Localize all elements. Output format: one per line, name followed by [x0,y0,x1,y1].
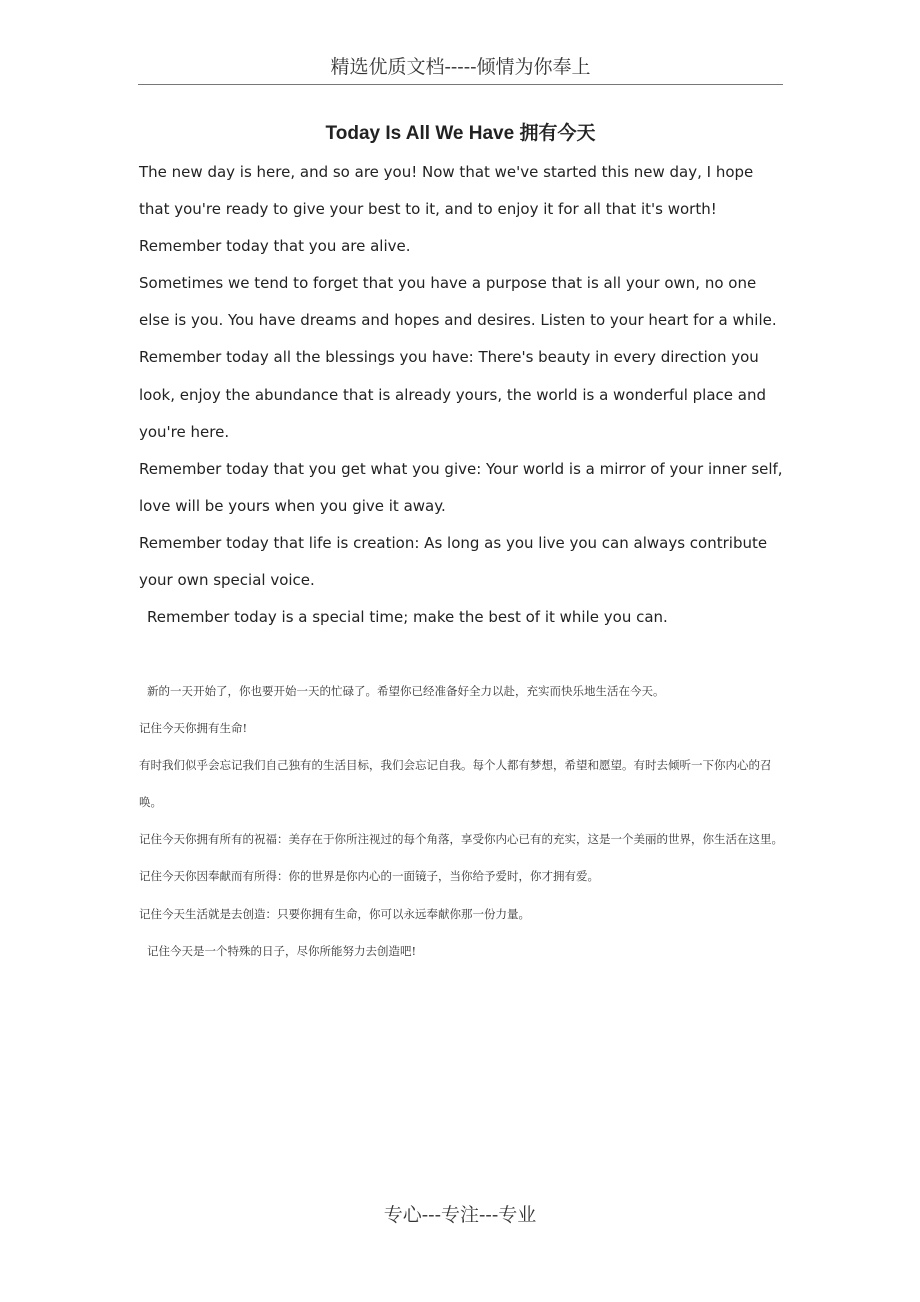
chinese-paragraph: 新的一天开始了，你也要开始一天的忙碌了。希望你已经准备好全力以赴，充实而快乐地生活在今天。 [147,684,665,698]
footer-text: 专心---专注---专业 [383,1204,537,1226]
page-header [138,52,783,85]
chinese-paragraph: 记住今天生活就是去创造：只要你拥有生命，你可以永远奉献你那一份力量。 [139,906,530,921]
english-paragraph: Sometimes we tend to forget that you have a purpose that is all your own, no one else is you. You have dreams and hopes and desires. Listen to your heart for a while. [139,274,777,330]
header-text: 精选优质文档-----倾情为你奉上 [330,56,591,78]
english-paragraph: Remember today that life is creation: As long as you live you can always contribute your own special voice. [139,533,768,590]
english-paragraph: Remember today that you get what you give: Your world is a mirror of your inner self, love will be yours when you give it away. [139,459,783,515]
chinese-paragraph: 记住今天是一个特殊的日子，尽你所能努力去创造吧! [147,943,417,958]
english-paragraph: Remember today that you are alive. [139,237,411,256]
chinese-paragraph: 有时我们似乎会忘记我们自己独有的生活目标，我们会忘记自我。每个人都有梦想，希望和愿望。有时去倾听一下你内心的召唤。 [139,758,772,810]
english-paragraph: Remember today all the blessings you have: There's beauty in every direction you look, enjoy the abundance that is already yours, the world is a wonderful place and you're here. [139,348,766,441]
chinese-body [139,673,785,970]
chinese-paragraph: 记住今天你拥有生命! [139,721,248,736]
english-paragraph: Remember today is a special time; make the best of it while you can. [147,608,668,627]
english-body [139,154,785,636]
document-title: Today Is All We Have 拥有今天 [325,123,596,144]
page-footer [0,1198,920,1232]
chinese-paragraph: 记住今天你因奉献而有所得：你的世界是你内心的一面镜子，当你给予爱时，你才拥有爱。 [139,869,599,884]
chinese-paragraph: 记住今天你拥有所有的祝福：美存在于你所注视过的每个角落，享受你内心已有的充实，这是一个美丽的世界，你生活在这里。 [139,832,783,847]
english-paragraph: The new day is here, and so are you! Now that we've started this new day, I hope that you're ready to give your best to it, and to enjoy it for all that it's worth! [139,163,754,219]
